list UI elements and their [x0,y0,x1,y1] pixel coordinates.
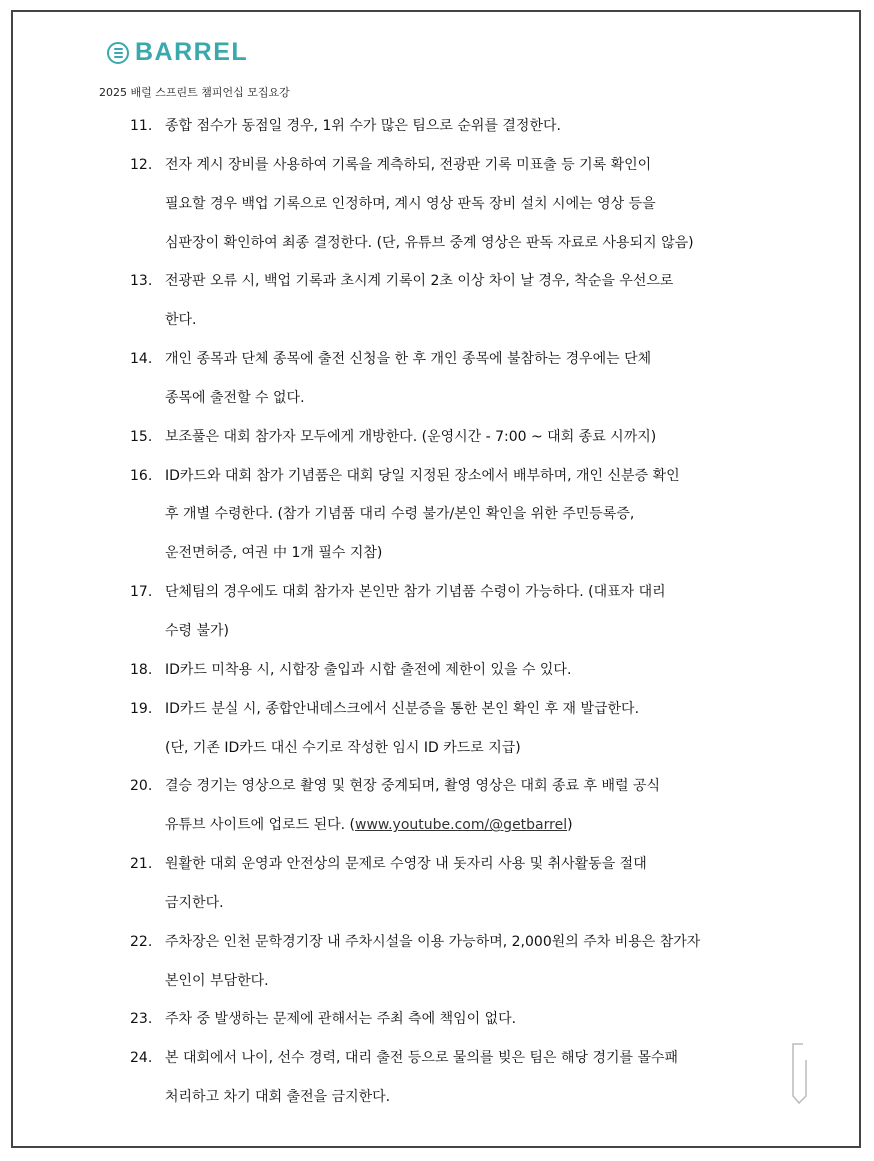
list-item-line [0,348,874,387]
list-item-line [0,154,874,193]
list-item-line [0,426,874,465]
item-text [165,814,573,836]
list-item-line [0,620,874,659]
item-number: 13. [130,273,153,290]
link-suffix: ) [567,817,573,834]
item-number: 21. [130,856,153,873]
item-number: 17. [130,584,153,601]
item-text: 한다. [165,312,197,329]
item-text: 수령 불가) [165,622,230,639]
list-item-line [0,892,874,931]
item-text: ID카드와 대회 참가 기념품은 대회 당일 지정된 장소에서 배부하며, 개인 신분증 확인 [165,467,680,484]
item-text: 심판장이 확인하여 최종 결정한다. (단, 유튜브 중계 영상은 판독 자료로 사용되지 않음) [165,234,694,251]
list-item-line [0,931,874,970]
item-text: ID카드 분실 시, 종합안내데스크에서 신분증을 통한 본인 확인 후 재 발급한다. [165,700,640,717]
item-text: 주차장은 인천 문학경기장 내 주차시설을 이용 가능하며, 2,000원의 주차 비용은 참가자 [165,933,701,950]
list-item-line [0,970,874,1009]
item-text: 후 개별 수령한다. (참가 기념품 대리 수령 불가/본인 확인을 위한 주민등록증, [165,506,635,523]
document-subtitle: 2025 배럴 스프린트 챔피언십 모집요강 [99,86,290,99]
item-text: 본인이 부담한다. [165,972,269,989]
list-item-line [0,542,874,581]
list-item-line [0,814,874,853]
list-item-line [0,1008,874,1047]
item-number: 19. [130,700,153,717]
item-text: 종목에 출전할 수 없다. [165,389,305,406]
list-item-line [0,1047,874,1086]
item-text: 개인 종목과 단체 종목에 출전 신청을 한 후 개인 종목에 불참하는 경우에는 단체 [165,351,652,368]
list-item-line [0,1086,874,1125]
item-text: 본 대회에서 나이, 선수 경력, 대리 출전 등으로 물의를 빚은 팀은 해당 경기를 몰수패 [165,1050,679,1067]
link-prefix: 유튜브 사이트에 업로드 된다. ( [165,817,356,834]
list-item-line [0,503,874,542]
barrel-logo [107,38,248,67]
item-text: 전자 계시 장비를 사용하여 기록을 계측하되, 전광판 기록 미표출 등 기록 확인이 [165,156,652,173]
youtube-link[interactable]: www.youtube.com/@getbarrel [355,817,568,834]
item-number: 12. [130,156,153,173]
paperclip-icon [791,1043,809,1109]
list-item-line [0,581,874,620]
list-item-line [0,853,874,892]
list-item-line [0,232,874,271]
item-number: 11. [130,118,153,134]
list-item-line [0,309,874,348]
item-number: 14. [130,351,153,368]
item-number: 18. [130,661,153,678]
list-item-line [0,698,874,737]
item-number: 20. [130,778,153,795]
item-text: ID카드 미착용 시, 시합장 출입과 시합 출전에 제한이 있을 수 있다. [165,661,572,678]
list-item-line [0,387,874,426]
item-text: 전광판 오류 시, 백업 기록과 초시계 기록이 2초 이상 차이 날 경우, 착순을 우선으로 [165,273,674,290]
list-item-line [0,737,874,776]
item-number: 22. [130,933,153,950]
item-number: 15. [130,428,153,445]
item-text: 운전면허증, 여권 中 1개 필수 지참) [165,545,383,562]
list-item-line [0,115,874,154]
item-text: 단체팀의 경우에도 대회 참가자 본인만 참가 기념품 수령이 가능하다. (대표자 대리 [165,584,666,601]
list-item-line [0,465,874,504]
list-item-line [0,659,874,698]
item-text: 결승 경기는 영상으로 촬영 및 현장 중계되며, 촬영 영상은 대회 종료 후 배럴 공식 [165,778,661,795]
item-text: 종합 점수가 동점일 경우, 1위 수가 많은 팀으로 순위를 결정한다. [165,118,561,134]
rules-list [0,115,874,1125]
item-text: 원활한 대회 운영과 안전상의 문제로 수영장 내 돗자리 사용 및 취사활동을 절대 [165,856,647,873]
item-text: 필요할 경우 백업 기록으로 인정하며, 계시 영상 판독 장비 설치 시에는 영상 등을 [165,195,656,212]
item-number: 16. [130,467,153,484]
item-text: (단, 기존 ID카드 대신 수기로 작성한 임시 ID 카드로 지급) [165,739,521,756]
item-text: 금지한다. [165,894,224,911]
item-number: 24. [130,1050,153,1067]
barrel-logo-icon [107,42,129,64]
logo-text: BARREL [135,38,249,66]
list-item-line [0,193,874,232]
list-item-line [0,270,874,309]
item-text: 주차 중 발생하는 문제에 관해서는 주최 측에 책임이 없다. [165,1011,517,1028]
item-text: 처리하고 차기 대회 출전을 금지한다. [165,1089,391,1106]
item-text: 보조풀은 대회 참가자 모두에게 개방한다. (운영시간 - 7:00 ~ 대회 종료 시까지) [165,428,657,445]
item-number: 23. [130,1011,153,1028]
list-item-line [0,775,874,814]
